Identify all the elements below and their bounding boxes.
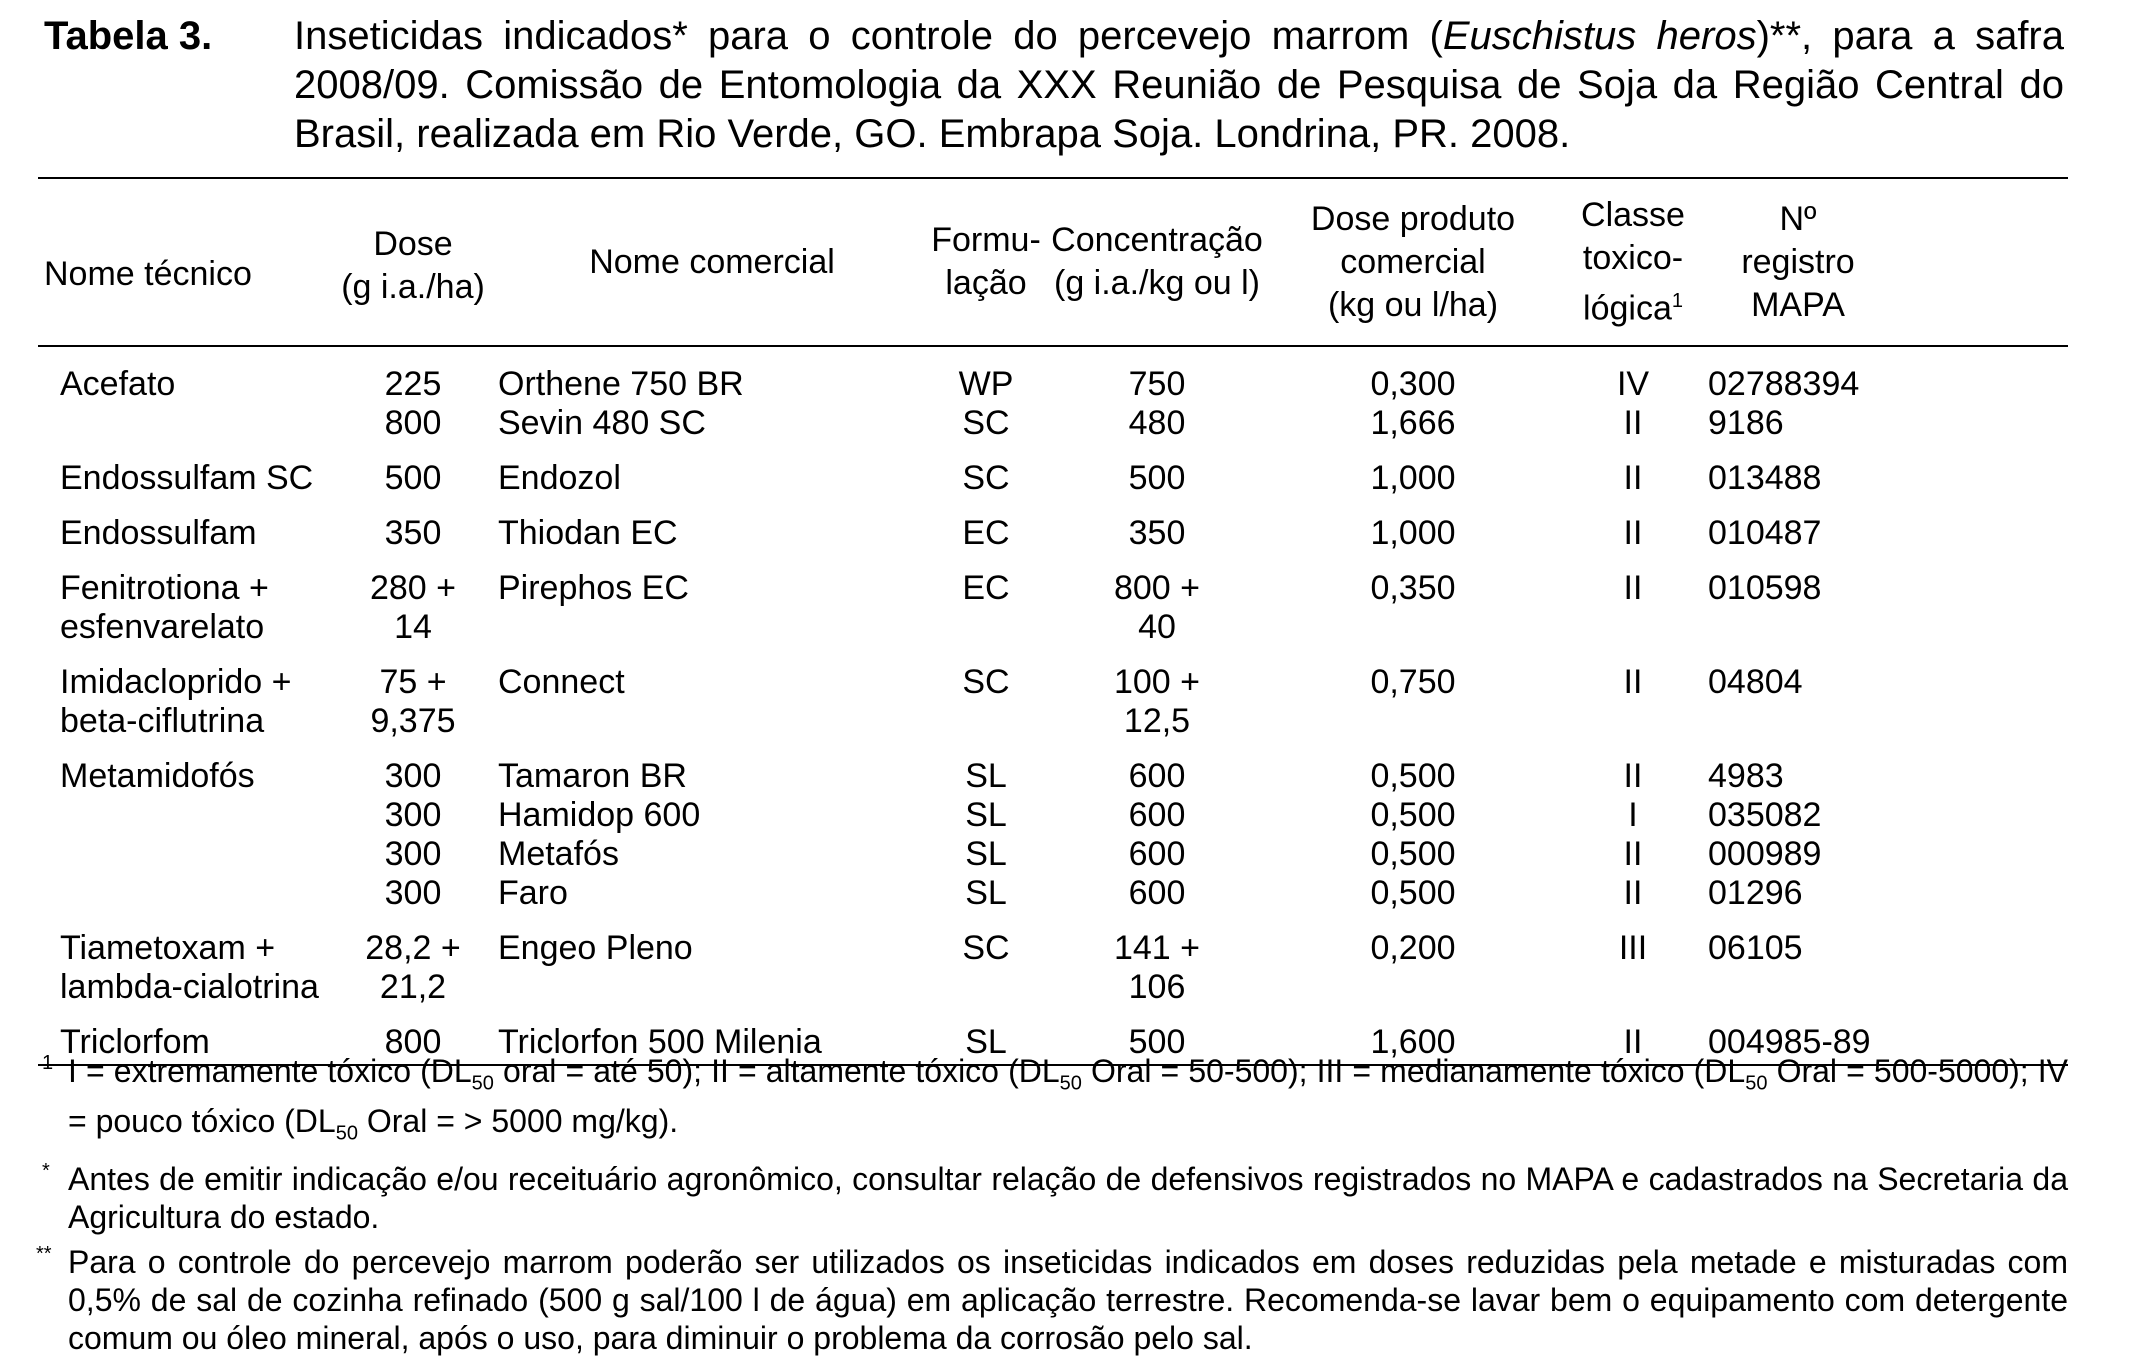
footnote-ref-1: 1	[1671, 289, 1683, 312]
cell-dose-produto: 1,000	[1370, 459, 1456, 497]
cell-formulacao: SC	[962, 663, 1010, 701]
cell-nome-tecnico: Triclorfom	[60, 1023, 210, 1061]
cell-classe: II	[1623, 1023, 1643, 1061]
cell-concentracao: 750 480	[1128, 365, 1186, 442]
header-row	[38, 178, 2068, 346]
cell-classe: IV II	[1616, 365, 1650, 442]
cell-dose: 300 300 300 300	[384, 757, 442, 912]
footnote-3-mark: **	[36, 1242, 52, 1265]
cell-concentracao: 350	[1128, 514, 1186, 552]
cell-registro: 010598	[1708, 569, 1822, 607]
species-name: Euschistus heros	[1442, 14, 1757, 58]
cell-nome-comercial: Thiodan EC	[498, 514, 678, 552]
cell-dose-produto: 0,200	[1370, 929, 1456, 967]
cell-dose: 280 + 14	[369, 569, 457, 646]
cell-concentracao: 500	[1128, 1023, 1186, 1061]
cell-dose-produto: 0,500 0,500 0,500 0,500	[1370, 757, 1456, 912]
table-title	[294, 12, 2064, 159]
header-formulacao: Formu- lação	[931, 221, 1041, 302]
cell-nome-tecnico: Tiametoxam + lambda-cialotrina	[60, 929, 319, 1006]
cell-formulacao: SC	[962, 459, 1010, 497]
cell-dose: 75 + 9,375	[370, 663, 456, 740]
cell-classe: II	[1623, 663, 1643, 701]
cell-nome-tecnico: Metamidofós	[60, 757, 255, 795]
footnote-3: ** Para o controle do percevejo marrom poderão ser utilizados os inseticidas indicados em doses reduzidas pela metade e misturadas com 0,5% de sal de cozinha refinado (500 g sal/100 l de água) em aplicação terrestre. Recomenda-se lavar bem o equipamento com detergente comum ou óleo mineral, após o uso, para diminuir o problema da corrosão pelo sal.	[38, 1243, 2068, 1357]
cell-concentracao: 141 + 106	[1113, 929, 1201, 1006]
footnote-1: 1 I = extremamente tóxico ($DL_{50}$ oral = até 50); II = altamente tóxico ($DL_{50}$ Oral = 50-500); III = medianamente tóxico ($DL_{50}$ Oral = 500-5000); IV = pouco tóxico ($DL_{50}$ Oral = > 5000 mg/kg).	[38, 1052, 2068, 1153]
table-row	[38, 346, 2068, 443]
cell-dose-produto: 0,350	[1370, 569, 1456, 607]
cell-nome-comercial: Tamaron BR Hamidop 600 Metafós Faro	[498, 757, 701, 912]
cell-formulacao: EC	[962, 514, 1010, 552]
caption-text-2: )**, para a safra 2008/09. Comissão de Entomologia da XXX Reunião de Pesquisa de Soja da Região Central do Brasil, realizada em Rio Verde, GO. Embrapa Soja. Londrina, PR. 2008.	[294, 14, 2064, 156]
header-dose: Dose (g i.a./ha)	[341, 225, 485, 306]
header-dose-produto: Dose produto comercial (kg ou l/ha)	[1310, 199, 1516, 324]
cell-nome-tecnico: Endossulfam SC	[60, 459, 314, 497]
cell-nome-comercial: Endozol	[498, 459, 621, 497]
cell-classe: III	[1618, 929, 1648, 967]
header-nome-tecnico: Nome técnico	[44, 254, 252, 293]
cell-registro: 4983 035082 000989 01296	[1708, 757, 1822, 912]
cell-dose-produto: 0,300 1,666	[1370, 365, 1456, 442]
cell-dose: 28,2 + 21,2	[365, 929, 461, 1006]
table-row	[38, 741, 2068, 913]
cell-concentracao: 100 + 12,5	[1113, 663, 1201, 740]
cell-nome-comercial: Connect	[498, 663, 625, 701]
footnote-2: * Antes de emitir indicação e/ou receituário agronômico, consultar relação de defensivos registrados no MAPA e cadastrados na Secretaria da Agricultura do estado.	[38, 1160, 2068, 1236]
cell-formulacao: SL	[965, 1023, 1007, 1061]
header-concentracao: Concentração (g i.a./kg ou l)	[1051, 221, 1263, 302]
cell-dose-produto: 1,000	[1370, 514, 1456, 552]
header-nome-comercial: Nome comercial	[589, 242, 835, 281]
cell-registro: 010487	[1708, 514, 1822, 552]
cell-registro: 013488	[1708, 459, 1822, 497]
cell-classe: II	[1623, 569, 1643, 607]
cell-dose: 800	[384, 1023, 442, 1061]
cell-dose: 225 800	[384, 365, 442, 442]
cell-nome-comercial: Orthene 750 BR Sevin 480 SC	[498, 365, 744, 442]
header-registro-mapa: Nº registro MAPA	[1741, 199, 1855, 324]
table-body	[38, 346, 2068, 1065]
table-label: Tabela 3.	[44, 14, 213, 58]
cell-registro: 02788394 9186	[1708, 365, 1860, 442]
cell-nome-tecnico: Fenitrotiona + esfenvarelato	[60, 569, 269, 646]
table-row	[38, 443, 2068, 498]
cell-nome-comercial: Engeo Pleno	[498, 929, 693, 967]
cell-registro: 004985-89	[1708, 1023, 1871, 1061]
table-row	[38, 913, 2068, 1007]
header-classe-toxicologica: Classe toxico- lógica$^1$	[1581, 195, 1685, 328]
cell-concentracao: 500	[1128, 459, 1186, 497]
footnote-1-mark: 1	[42, 1052, 54, 1074]
cell-concentracao: 800 + 40	[1113, 569, 1201, 646]
cell-nome-tecnico: Endossulfam	[60, 514, 257, 552]
cell-classe: II	[1623, 514, 1643, 552]
caption-text-1: Inseticidas indicados* para o controle do percevejo marrom (	[294, 14, 1443, 58]
cell-dose: 500	[384, 459, 442, 497]
cell-nome-tecnico: Acefato	[60, 365, 176, 403]
cell-formulacao: SL SL SL SL	[965, 757, 1007, 912]
cell-registro: 04804	[1708, 663, 1803, 701]
cell-concentracao: 600 600 600 600	[1128, 757, 1186, 912]
cell-classe: II I II II	[1623, 757, 1643, 912]
footnote-2-mark: *	[42, 1159, 50, 1182]
cell-classe: II	[1623, 459, 1643, 497]
cell-dose: 350	[384, 514, 442, 552]
table-row	[38, 647, 2068, 741]
cell-formulacao: EC	[962, 569, 1010, 607]
cell-formulacao: SC	[962, 929, 1010, 967]
cell-dose-produto: 1,600	[1370, 1023, 1456, 1061]
cell-nome-tecnico: Imidacloprido + beta-ciflutrina	[60, 663, 292, 740]
cell-nome-comercial: Triclorfon 500 Milenia	[498, 1023, 822, 1061]
table-row	[38, 553, 2068, 647]
cell-formulacao: WP SC	[958, 365, 1014, 442]
cell-registro: 06105	[1708, 929, 1803, 967]
table-row	[38, 498, 2068, 553]
cell-dose-produto: 0,750	[1370, 663, 1456, 701]
insecticide-table	[38, 177, 2068, 1066]
footnotes	[38, 1052, 2068, 1364]
cell-nome-comercial: Pirephos EC	[498, 569, 689, 607]
